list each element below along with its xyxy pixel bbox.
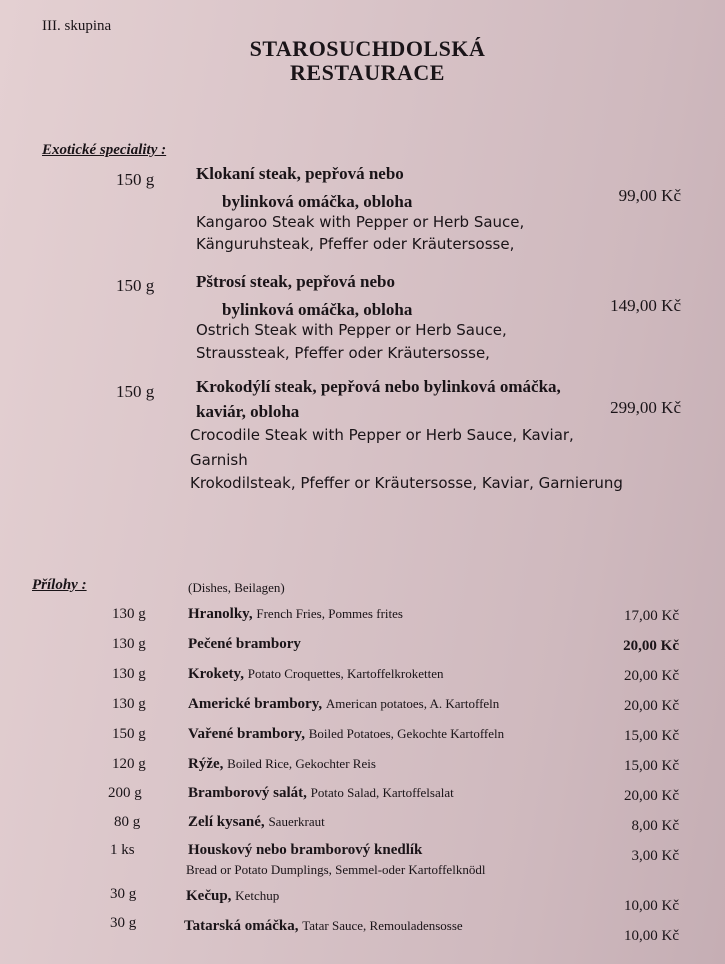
side-weight: 30 g xyxy=(110,886,137,902)
item-translation: Ostrich Steak with Pepper or Herb Sauce, xyxy=(196,321,507,339)
item-translation: Krokodilsteak, Pfeffer or Kräutersosse, Kaviar, Garnierung xyxy=(190,474,623,492)
side-price: 17,00 Kč xyxy=(624,608,679,624)
item-translation: Kangaroo Steak with Pepper or Herb Sauce, xyxy=(196,213,525,231)
side-price: 10,00 Kč xyxy=(624,928,679,944)
side-item xyxy=(188,666,444,683)
side-name: Kečup, xyxy=(186,888,232,904)
side-weight: 130 g xyxy=(112,666,146,682)
section-subtitle: (Dishes, Beilagen) xyxy=(188,580,285,595)
side-item xyxy=(188,606,403,623)
side-translation: Sauerkraut xyxy=(268,814,325,829)
side-weight: 1 ks xyxy=(110,842,135,858)
item-price: 149,00 Kč xyxy=(610,296,681,315)
group-label: III. skupina xyxy=(42,18,112,34)
side-name: Pečené brambory xyxy=(188,636,301,652)
side-price: 20,00 Kč xyxy=(624,788,679,804)
item-price: 99,00 Kč xyxy=(618,186,681,205)
item-name: Krokodýlí steak, pepřová nebo bylinková omáčka, xyxy=(196,377,561,396)
side-item xyxy=(188,756,376,773)
item-translation: Crocodile Steak with Pepper or Herb Sauce, Kaviar, xyxy=(190,426,574,444)
side-item xyxy=(188,814,325,831)
side-weight: 120 g xyxy=(112,756,146,772)
side-item xyxy=(188,636,301,653)
side-weight: 30 g xyxy=(110,915,137,931)
side-name: Hranolky, xyxy=(188,606,253,622)
side-name: Rýže, xyxy=(188,756,224,772)
side-weight: 80 g xyxy=(114,814,141,830)
side-item xyxy=(184,918,463,935)
side-name: Vařené brambory, xyxy=(188,726,305,742)
side-name: Americké brambory, xyxy=(188,696,323,712)
side-price: 15,00 Kč xyxy=(624,758,679,774)
side-price: 15,00 Kč xyxy=(624,728,679,744)
side-weight: 150 g xyxy=(112,726,146,742)
item-name: kaviár, obloha xyxy=(196,402,300,421)
side-translation: French Fries, Pommes frites xyxy=(256,606,403,621)
section-heading-exotic: Exotické speciality : xyxy=(42,142,167,158)
item-name: Pštrosí steak, pepřová nebo xyxy=(196,272,395,291)
side-name: Houskový nebo bramborový knedlík xyxy=(188,842,423,858)
side-translation: Boiled Rice, Gekochter Reis xyxy=(227,756,376,771)
restaurant-title-line1: STAROSUCHDOLSKÁ xyxy=(249,36,486,61)
side-name: Tatarská omáčka, xyxy=(184,918,299,934)
side-item xyxy=(188,696,499,713)
side-translation: Ketchup xyxy=(235,888,280,903)
side-item xyxy=(188,785,454,802)
side-translation: Boiled Potatoes, Gekochte Kartoffeln xyxy=(308,726,505,741)
item-weight: 150 g xyxy=(116,382,155,401)
side-price: 8,00 Kč xyxy=(631,818,679,834)
item-name: bylinková omáčka, obloha xyxy=(222,300,413,319)
item-name: bylinková omáčka, obloha xyxy=(222,192,413,211)
side-translation: Potato Croquettes, Kartoffelkroketten xyxy=(247,666,444,681)
side-name: Zelí kysané, xyxy=(188,814,265,830)
item-price: 299,00 Kč xyxy=(610,398,681,417)
side-item xyxy=(188,842,422,859)
side-price: 20,00 Kč xyxy=(624,698,679,714)
side-weight: 200 g xyxy=(108,785,142,801)
side-name: Bramborový salát, xyxy=(188,785,307,801)
side-translation: Potato Salad, Kartoffelsalat xyxy=(310,785,454,800)
side-weight: 130 g xyxy=(112,696,146,712)
side-translation: Bread or Potato Dumplings, Semmel-oder Kartoffelknödl xyxy=(186,862,486,877)
item-translation: Garnish xyxy=(190,451,248,469)
side-item xyxy=(188,726,504,743)
side-translation: Tatar Sauce, Remouladensosse xyxy=(302,918,463,933)
side-translation: American potatoes, A. Kartoffeln xyxy=(325,696,500,711)
side-price: 20,00 Kč xyxy=(623,638,679,654)
item-translation: Straussteak, Pfeffer oder Kräutersosse, xyxy=(196,344,490,362)
section-heading-sides: Přílohy : xyxy=(32,577,87,593)
side-weight: 130 g xyxy=(112,606,146,622)
item-name: Klokaní steak, pepřová nebo xyxy=(196,164,404,183)
side-price: 20,00 Kč xyxy=(624,668,679,684)
item-weight: 150 g xyxy=(116,170,155,189)
side-price: 10,00 Kč xyxy=(624,898,679,914)
restaurant-title-line2: RESTAURACE xyxy=(290,60,445,85)
side-weight: 130 g xyxy=(112,636,146,652)
side-price: 3,00 Kč xyxy=(631,848,679,864)
item-weight: 150 g xyxy=(116,276,155,295)
side-name: Krokety, xyxy=(188,666,244,682)
side-item xyxy=(186,888,279,905)
item-translation: Känguruhsteak, Pfeffer oder Kräutersosse, xyxy=(196,235,515,253)
